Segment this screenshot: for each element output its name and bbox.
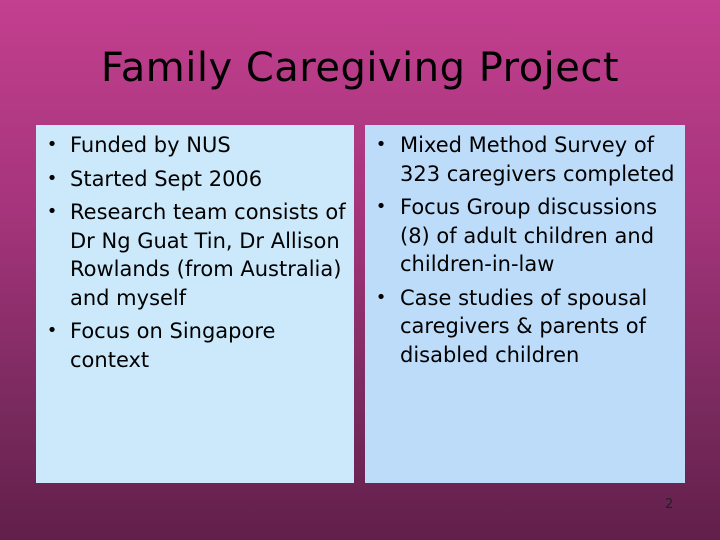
bullet-icon: • bbox=[375, 134, 387, 155]
bullet-icon: • bbox=[46, 320, 58, 341]
bullet-icon: • bbox=[46, 134, 58, 155]
list-item bbox=[36, 165, 354, 194]
bullet-text: Funded by NUS bbox=[70, 133, 231, 157]
bullet-icon: • bbox=[375, 196, 387, 217]
bullet-text: Started Sept 2006 bbox=[70, 166, 263, 191]
bullet-icon: • bbox=[46, 167, 58, 189]
slide-title: Family Caregiving Project bbox=[100, 45, 620, 91]
bullet-text: Focus Group discussions (8) of adult children and children-in-law bbox=[400, 195, 658, 276]
bullet-text: Case studies of spousal caregivers & parents of disabled children bbox=[400, 285, 648, 367]
list-item bbox=[365, 284, 685, 370]
right-bullet-list bbox=[365, 131, 685, 369]
page-number: 2 bbox=[665, 497, 674, 512]
bullet-text: Research team consists of Dr Ng Guat Tin, Dr Allison Rowlands (from Australia) and myself bbox=[70, 200, 346, 310]
bullet-icon: • bbox=[375, 286, 387, 308]
list-item bbox=[365, 193, 685, 279]
bullet-text: Mixed Method Survey of 323 caregivers completed bbox=[400, 133, 675, 186]
left-content-box bbox=[36, 125, 354, 483]
right-content-box bbox=[365, 125, 685, 483]
bullet-text: Focus on Singapore context bbox=[70, 319, 276, 372]
list-item bbox=[36, 131, 354, 160]
bullet-icon: • bbox=[46, 201, 58, 222]
list-item bbox=[36, 198, 354, 312]
left-bullet-list bbox=[36, 131, 354, 374]
list-item bbox=[365, 131, 685, 188]
list-item bbox=[36, 317, 354, 374]
